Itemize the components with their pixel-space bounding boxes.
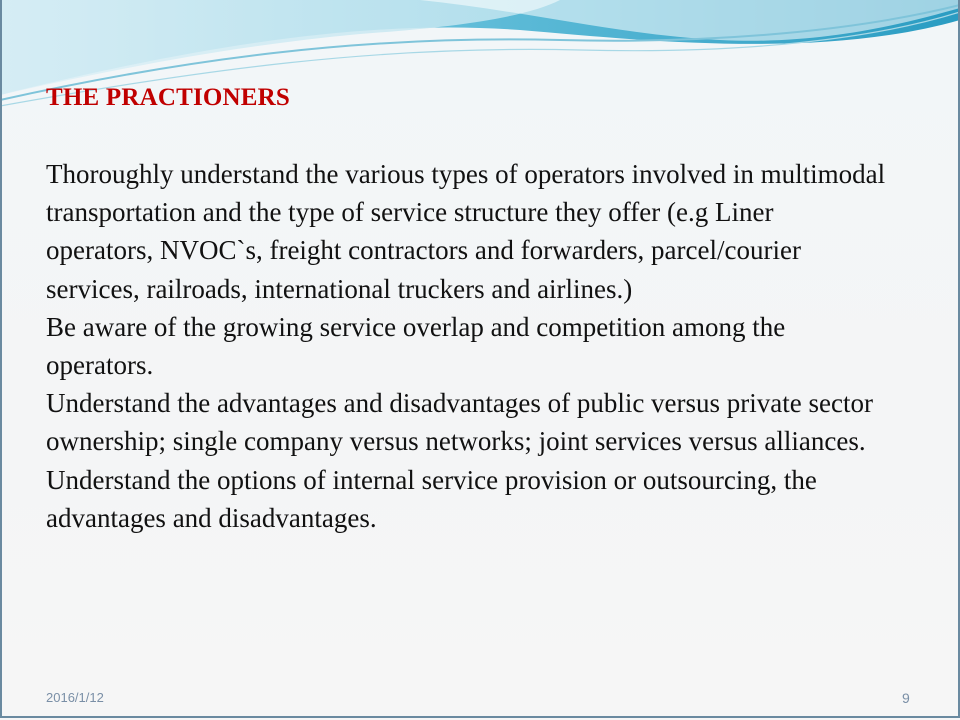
body-paragraph: Thoroughly understand the various types of operators involved in multimodal transportation and the type of service structure they offer (e.g Liner operators, NVOC`s, freight contractors and forwarders, parcel/courier services, railroads, international truckers and airlines.) [46,159,886,304]
body-paragraph: Understand the advantages and disadvantages of public versus private sector ownership; single company versus networks; joint services versus alliances. [46,388,873,457]
body-paragraph: Understand the options of internal service provision or outsourcing, the advantages and disadvantages. [46,464,817,533]
body-paragraph: Be aware of the growing service overlap and competition among the operators. [46,311,786,381]
page-number: 9 [902,690,910,706]
slide-body [46,155,886,537]
footer-date: 2016/1/12 [46,690,104,705]
slide-title: THE PRACTIONERS [46,84,291,111]
